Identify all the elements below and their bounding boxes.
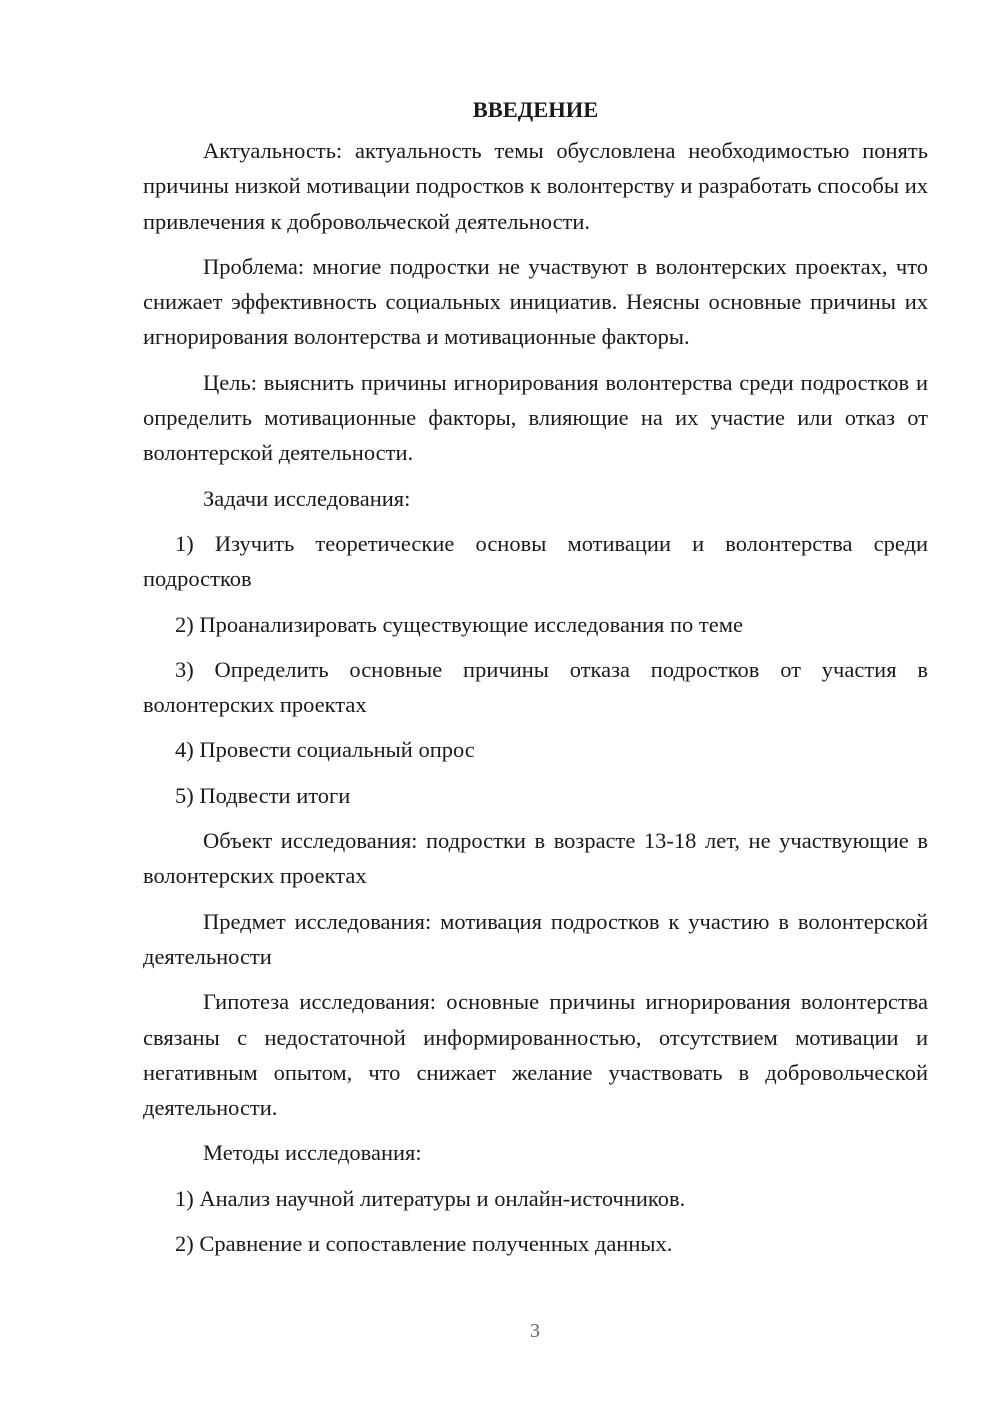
paragraph-goal: Цель: выяснить причины игнорирования волонтерства среди подростков и определить мотивационные факторы, влияющие на их участие или отказ от волонтерской деятельности. [143, 369, 928, 466]
paragraph-tasks-heading: Задачи исследования: [203, 485, 411, 511]
list-item-task-4: 4) Провести социальный опрос [175, 737, 475, 763]
paragraph-methods-heading: Методы исследования: [203, 1140, 422, 1166]
list-item-task-1: 1) Изучить теоретические основы мотивации и волонтерства среди подростков [143, 530, 928, 592]
list-item-method-1: 1) Анализ научной литературы и онлайн-источников. [175, 1185, 686, 1211]
list-item-method-2: 2) Сравнение и сопоставление полученных данных. [175, 1231, 673, 1257]
list-item-task-5: 5) Подвести итоги [175, 782, 351, 808]
section-title: ВВЕДЕНИЕ [472, 97, 599, 122]
document-page [143, 92, 928, 1271]
page-number: 3 [530, 1320, 540, 1342]
paragraph-relevance: Актуальность: актуальность темы обусловлена необходимостью понять причины низкой мотивации подростков к волонтерству и разработать способы их привлечения к добровольческой деятельности. [143, 138, 928, 234]
paragraph-object: Объект исследования: подростки в возрасте 13-18 лет, не участвующие в волонтерских проектах [143, 828, 928, 889]
list-item-task-2: 2) Проанализировать существующие исследования по теме [175, 611, 743, 637]
paragraph-problem: Проблема: многие подростки не участвуют в волонтерских проектах, что снижает эффективность социальных инициатив. Неясны основные причины их игнорирования волонтерства и мотивационные факторы. [143, 253, 928, 350]
paragraph-hypothesis: Гипотеза исследования: основные причины игнорирования волонтерства связаны с недостаточной информированностью, отсутствием мотивации и негативным опытом, что снижает желание участвовать в добровольческой деятельности. [143, 989, 928, 1121]
list-item-task-3: 3) Определить основные причины отказа подростков от участия в волонтерских проектах [143, 656, 928, 718]
paragraph-subject: Предмет исследования: мотивация подростков к участию в волонтерской деятельности [143, 908, 928, 969]
